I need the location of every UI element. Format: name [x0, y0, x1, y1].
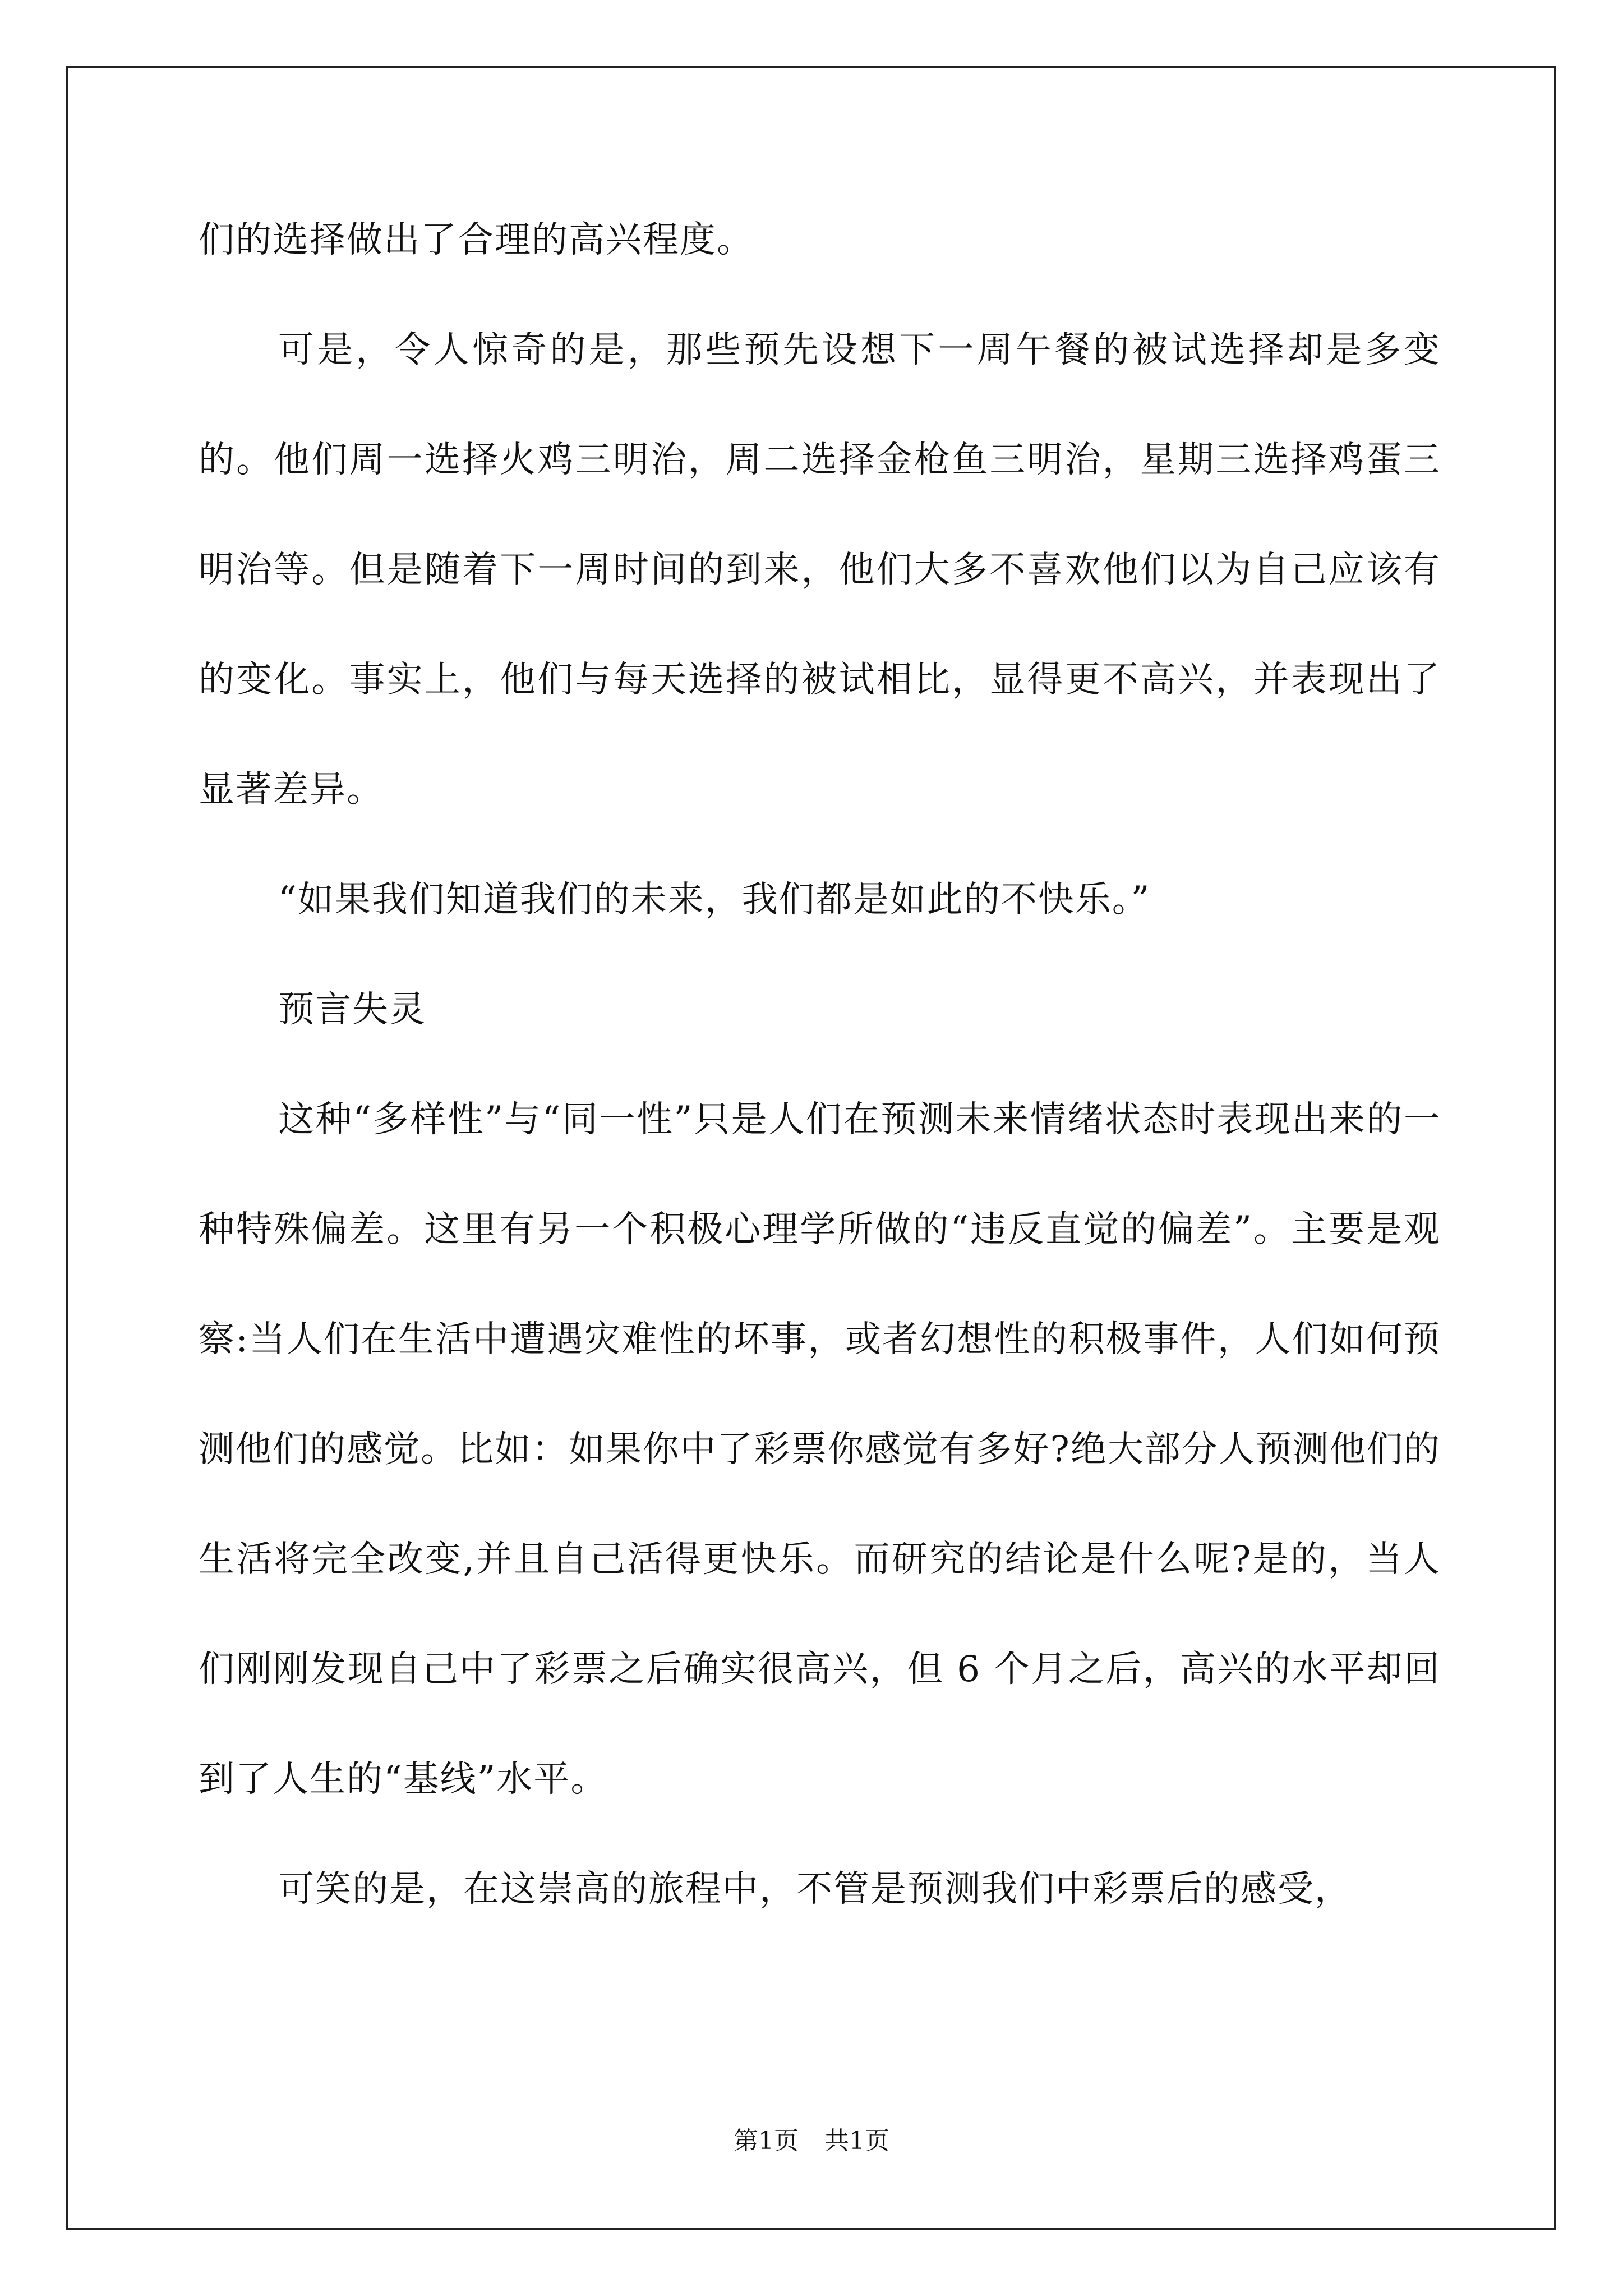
paragraph: 这种“多样性”与“同一性”只是人们在预测未来情绪状态时表现出来的一种特殊偏差。这里有另一个积极心理学所做的“违反直觉的偏差”。主要是观察:当人们在生活中遭遇灾难性的坏事，或者幻想性的积极事件，人们如何预测他们的感觉。比如：如果你中了彩票你感觉有多好?绝大部分人预测他们的生活将完全改变,并且自己活得更快乐。而研究的结论是什么呢?是的，当人们刚刚发现自己中了彩票之后确实很高兴，但 6 个月之后，高兴的水平却回到了人生的“基线”水平。: [199, 1099, 1441, 1800]
paragraph: 可是，令人惊奇的是，那些预先设想下一周午餐的被试选择却是多变的。他们周一选择火鸡三明治，周二选择金枪鱼三明治，星期三选择鸡蛋三明治等。但是随着下一周时间的到来，他们大多不喜欢他们以为自己应该有的变化。事实上，他们与每天选择的被试相比，显得更不高兴，并表现出了显著差异。: [199, 329, 1441, 811]
quote-paragraph: “如果我们知道我们的未来，我们都是如此的不快乐。”: [278, 879, 1151, 921]
page-number: 第1页: [734, 2127, 799, 2155]
page-footer: [0, 2120, 1623, 2156]
document-body: [199, 185, 1441, 1944]
section-heading: 预言失灵: [278, 989, 426, 1030]
page-total: 共1页: [824, 2127, 889, 2155]
paragraph: 们的选择做出了合理的高兴程度。: [199, 219, 754, 261]
paragraph: 可笑的是，在这崇高的旅程中，不管是预测我们中彩票后的感受，: [278, 1869, 1352, 1910]
